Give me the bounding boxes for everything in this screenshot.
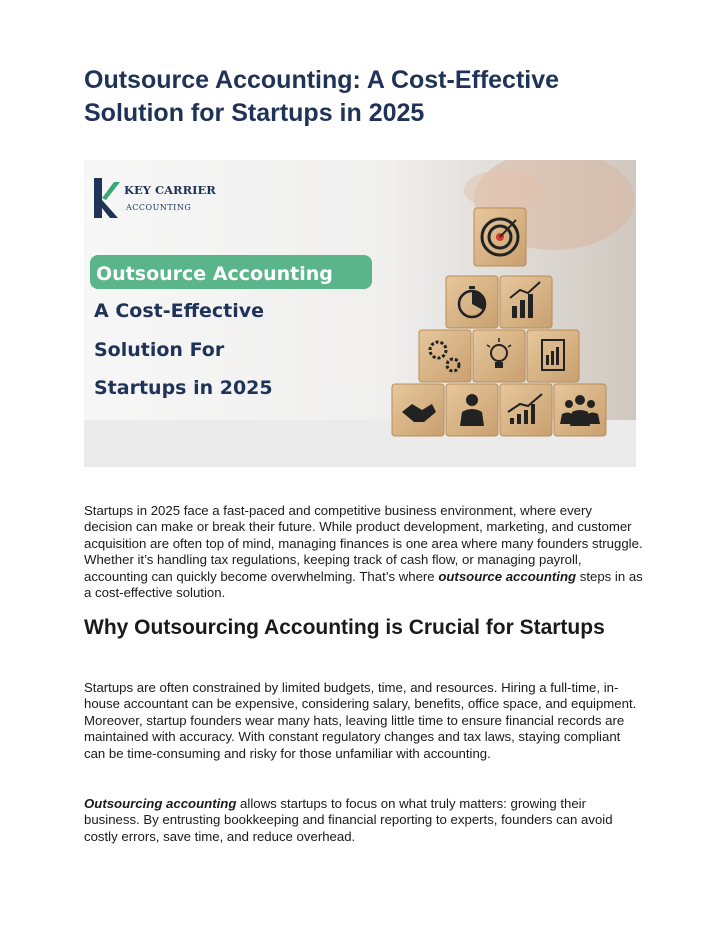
intro-emphasis: outsource accounting — [438, 568, 577, 584]
hero-line-2: Solution For — [94, 339, 225, 361]
hero-line-1: A Cost-Effective — [94, 300, 264, 322]
hero-line-3: Startups in 2025 — [94, 377, 273, 399]
page-title: Outsource Accounting: A Cost-Effective Solution for Startups in 2025 — [84, 66, 560, 127]
hero-badge-text: Outsource Accounting — [96, 263, 333, 285]
hero-image — [84, 160, 636, 467]
intro-paragraph — [84, 503, 644, 601]
section-heading: Why Outsourcing Accounting is Crucial for Startups — [84, 616, 605, 639]
brand-subtitle: ACCOUNTING — [126, 203, 192, 212]
section-paragraph-1: Startups are often constrained by limited budgets, time, and resources. Hiring a full-time, in-house accountant can be expensive, considering salary, benefits, office space, and equipment. Moreover, startup founders wear many hats, leaving little time to ensure financial records are maintained with accuracy. With constant regulatory changes and tax laws, staying compliant can be time-consuming and risky for those unfamiliar with accounting. — [84, 680, 637, 761]
section-paragraph-2 — [84, 796, 644, 845]
intro-text-end: steps in as a cost-effective solution. — [84, 568, 643, 601]
paragraph-2-emphasis: Outsourcing accounting — [84, 796, 237, 811]
hero-illustration — [84, 160, 636, 467]
paragraph-2-text: allows startups to focus on what truly matters: growing their business. By entrusting bookkeeping and financial reporting to experts, founders can avoid costly errors, save time, and reduce overhead. — [84, 796, 613, 844]
intro-text: Startups in 2025 face a fast-paced and competitive business environment, where every decision can make or break their future. While product development, marketing, and customer acquisition are often top of mind, managing finances is one area where many founders struggle. Whether it’s handling tax regulations, keeping track of cash flow, or managing payroll, accounting can quickly become overwhelming. That’s where — [84, 503, 643, 584]
brand-name: KEY CARRIER — [124, 183, 216, 197]
